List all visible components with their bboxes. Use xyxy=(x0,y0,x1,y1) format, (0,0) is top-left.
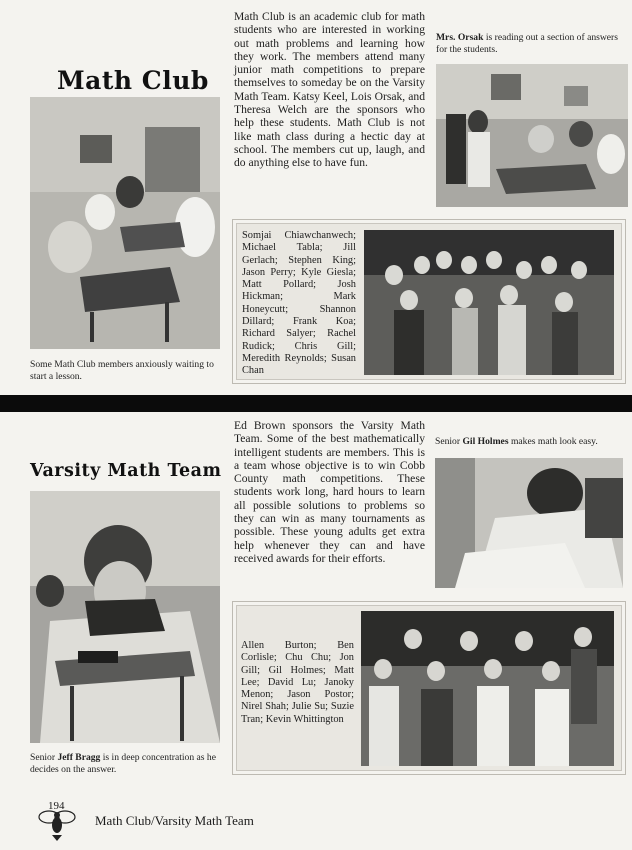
gil-holmes-name: Gil Holmes xyxy=(462,436,509,447)
jeff-bragg-caption xyxy=(30,752,222,775)
gil-holmes-caption xyxy=(435,436,630,448)
varsity-math-team-body: Ed Brown sponsors the Varsity Math Team. Some of the best mathematically intelligent students are members. This is a team whose objective is to win Cobb County math competitions. These students work long, hard hours to learn all possible solutions to problems so they can win as many tournaments as possible. These young adults get extra help whenever they can and have received awards for their efforts. xyxy=(234,419,425,565)
section-footer-title: Math Club/Varsity Math Team xyxy=(95,813,254,828)
varsity-math-team-title: Varsity Math Team xyxy=(30,461,222,481)
gil-holmes-caption-text: makes math look easy. xyxy=(508,436,598,447)
jeff-bragg-caption-text: is in deep concentration as he decides on the answer. xyxy=(30,752,216,775)
jeff-bragg-photo xyxy=(30,491,220,743)
mrs-orsak-caption xyxy=(436,32,628,55)
varsity-member-list: Allen Burton; Ben Corlisle; Chu Chu; Jon Gill; Gil Holmes; Matt Lee; David Lu; Janoky Menon; Jason Postor; Nirel Shah; Julie Su; Suzie Tran; Kevin Whittington xyxy=(241,640,354,725)
varsity-group-photo xyxy=(361,611,614,766)
mrs-orsak-photo xyxy=(436,64,628,207)
math-club-title: Math Club xyxy=(57,66,209,95)
gil-holmes-caption-pre: Senior xyxy=(435,436,463,447)
math-club-classroom-photo xyxy=(30,97,220,349)
gil-holmes-photo xyxy=(435,458,623,588)
page-number: 194 xyxy=(48,800,65,812)
section-divider xyxy=(0,395,632,412)
jeff-bragg-name: Jeff Bragg xyxy=(57,752,101,763)
math-club-body: Math Club is an academic club for math students who are interested in working out math problems and learning how they work. The members attend many junior math competitions to prepare themselves to someday be on the Varsity Math Team. Katsy Keel, Lois Orsak, and Theresa Welch are the sponsors who help these students. Math Club is not like math class during a hectic day at school. The members cut up, laugh, and do anything else to have fun. xyxy=(234,10,425,170)
math-club-group-photo xyxy=(364,230,614,375)
mrs-orsak-caption-text: is reading out a section of answers for the students. xyxy=(436,32,618,55)
mrs-orsak-name: Mrs. Orsak xyxy=(436,32,484,43)
math-club-left-caption: Some Math Club members anxiously waiting to start a lesson. xyxy=(30,359,214,382)
jeff-bragg-caption-pre: Senior xyxy=(30,752,58,763)
math-club-member-list: Somjai Chiawchanwech; Michael Tabla; Jill Gerlach; Stephen King; Jason Perry; Kyle Giesla; Matt Pollard; Josh Hickman; Mark Honeycutt; Shannon Dillard; Frank Koa; Richard Salyer; Rachel Rudick; Chris Gill; Meredith Reynolds; Susan Chan xyxy=(242,230,356,377)
